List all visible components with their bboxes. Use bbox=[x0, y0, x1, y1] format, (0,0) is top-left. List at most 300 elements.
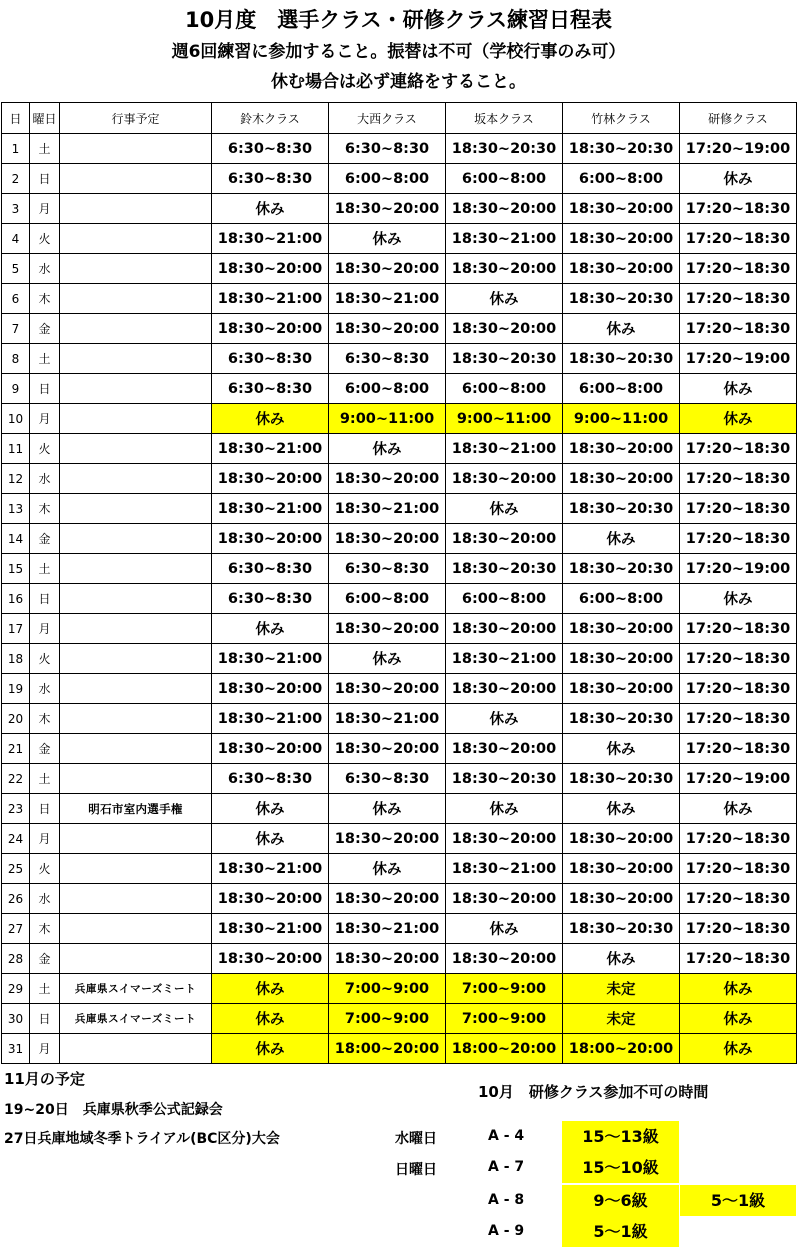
time-cell-onishi: 18:30~20:00 bbox=[329, 674, 446, 704]
time-cell-sakamoto: 18:30~21:00 bbox=[446, 224, 563, 254]
time-cell-onishi: 18:30~20:00 bbox=[329, 614, 446, 644]
time-cell-sakamoto: 18:30~20:00 bbox=[446, 944, 563, 974]
table-row bbox=[2, 1034, 797, 1064]
time-cell-sakamoto: 6:00~8:00 bbox=[446, 164, 563, 194]
restriction-a8-grade-2: 5～1級 bbox=[680, 1185, 796, 1216]
weekday-cell: 土 bbox=[30, 554, 60, 584]
time-cell-kenshu: 17:20~18:30 bbox=[680, 884, 797, 914]
day-cell: 13 bbox=[2, 494, 30, 524]
time-cell-kenshu: 17:20~18:30 bbox=[680, 734, 797, 764]
time-cell-takebayashi: 18:00~20:00 bbox=[563, 1034, 680, 1064]
event-cell: 兵庫県スイマーズミート bbox=[60, 1004, 212, 1034]
event-cell bbox=[60, 1034, 212, 1064]
time-cell-sakamoto: 6:00~8:00 bbox=[446, 584, 563, 614]
time-cell-takebayashi: 18:30~20:30 bbox=[563, 554, 680, 584]
event-cell bbox=[60, 284, 212, 314]
time-cell-suzuki: 6:30~8:30 bbox=[212, 134, 329, 164]
time-cell-onishi: 18:30~20:00 bbox=[329, 194, 446, 224]
time-cell-suzuki: 18:30~20:00 bbox=[212, 314, 329, 344]
rule-line-2: 休む場合は必ず連絡をすること。 bbox=[271, 72, 526, 92]
time-cell-kenshu: 17:20~19:00 bbox=[680, 554, 797, 584]
table-row bbox=[2, 1004, 797, 1034]
time-cell-kenshu: 17:20~18:30 bbox=[680, 254, 797, 284]
time-cell-kenshu: 休み bbox=[680, 584, 797, 614]
time-cell-suzuki: 18:30~21:00 bbox=[212, 434, 329, 464]
time-cell-onishi: 18:30~20:00 bbox=[329, 254, 446, 284]
time-cell-sakamoto: 18:30~20:00 bbox=[446, 824, 563, 854]
time-cell-takebayashi: 18:30~20:00 bbox=[563, 674, 680, 704]
time-cell-onishi: 7:00~9:00 bbox=[329, 1004, 446, 1034]
event-cell bbox=[60, 224, 212, 254]
time-cell-takebayashi: 18:30~20:30 bbox=[563, 764, 680, 794]
day-cell: 9 bbox=[2, 374, 30, 404]
time-cell-suzuki: 18:30~20:00 bbox=[212, 464, 329, 494]
day-cell: 6 bbox=[2, 284, 30, 314]
time-cell-onishi: 6:00~8:00 bbox=[329, 164, 446, 194]
time-cell-kenshu: 17:20~18:30 bbox=[680, 314, 797, 344]
event-cell bbox=[60, 194, 212, 224]
table-row bbox=[2, 524, 797, 554]
day-cell: 23 bbox=[2, 794, 30, 824]
time-cell-takebayashi: 18:30~20:00 bbox=[563, 644, 680, 674]
col-header-kenshu: 研修クラス bbox=[680, 103, 797, 134]
rule-line-1: 週6回練習に参加すること。振替は不可（学校行事のみ可） bbox=[171, 42, 626, 62]
event-cell: 明石市室内選手権 bbox=[60, 794, 212, 824]
time-cell-onishi: 休み bbox=[329, 794, 446, 824]
time-cell-onishi: 18:30~20:00 bbox=[329, 464, 446, 494]
schedule-body bbox=[2, 103, 797, 1064]
event-cell bbox=[60, 644, 212, 674]
time-cell-suzuki: 休み bbox=[212, 614, 329, 644]
weekday-cell: 火 bbox=[30, 434, 60, 464]
weekday-cell: 日 bbox=[30, 164, 60, 194]
time-cell-kenshu: 17:20~18:30 bbox=[680, 614, 797, 644]
weekday-cell: 木 bbox=[30, 494, 60, 524]
time-cell-kenshu: 17:20~18:30 bbox=[680, 284, 797, 314]
day-cell: 5 bbox=[2, 254, 30, 284]
page-header bbox=[0, 0, 797, 100]
time-cell-takebayashi: 18:30~20:00 bbox=[563, 854, 680, 884]
time-cell-onishi: 18:30~20:00 bbox=[329, 524, 446, 554]
time-cell-suzuki: 休み bbox=[212, 194, 329, 224]
time-cell-sakamoto: 18:30~20:00 bbox=[446, 524, 563, 554]
time-cell-kenshu: 17:20~18:30 bbox=[680, 194, 797, 224]
time-cell-kenshu: 休み bbox=[680, 794, 797, 824]
event-cell bbox=[60, 584, 212, 614]
time-cell-takebayashi: 18:30~20:00 bbox=[563, 194, 680, 224]
time-cell-onishi: 18:30~20:00 bbox=[329, 824, 446, 854]
table-row bbox=[2, 464, 797, 494]
day-cell: 25 bbox=[2, 854, 30, 884]
table-row bbox=[2, 554, 797, 584]
time-cell-suzuki: 6:30~8:30 bbox=[212, 554, 329, 584]
time-cell-onishi: 18:30~20:00 bbox=[329, 944, 446, 974]
event-cell bbox=[60, 914, 212, 944]
time-cell-takebayashi: 9:00~11:00 bbox=[563, 404, 680, 434]
time-cell-onishi: 18:30~21:00 bbox=[329, 284, 446, 314]
time-cell-kenshu: 17:20~18:30 bbox=[680, 224, 797, 254]
time-cell-suzuki: 休み bbox=[212, 1034, 329, 1064]
event-cell bbox=[60, 464, 212, 494]
time-cell-kenshu: 17:20~18:30 bbox=[680, 434, 797, 464]
table-row bbox=[2, 974, 797, 1004]
time-cell-takebayashi: 18:30~20:00 bbox=[563, 884, 680, 914]
time-cell-suzuki: 18:30~20:00 bbox=[212, 524, 329, 554]
time-cell-suzuki: 18:30~21:00 bbox=[212, 854, 329, 884]
time-cell-sakamoto: 休み bbox=[446, 794, 563, 824]
time-cell-onishi: 18:30~21:00 bbox=[329, 704, 446, 734]
day-cell: 20 bbox=[2, 704, 30, 734]
time-cell-onishi: 休み bbox=[329, 644, 446, 674]
table-row bbox=[2, 824, 797, 854]
time-cell-suzuki: 18:30~21:00 bbox=[212, 284, 329, 314]
event-cell bbox=[60, 704, 212, 734]
table-row bbox=[2, 674, 797, 704]
november-heading: 11月の予定 bbox=[4, 1070, 85, 1088]
event-cell bbox=[60, 314, 212, 344]
time-cell-takebayashi: 18:30~20:00 bbox=[563, 254, 680, 284]
restriction-a8-grade: 9～6級 bbox=[562, 1185, 679, 1216]
time-cell-takebayashi: 休み bbox=[563, 314, 680, 344]
day-cell: 18 bbox=[2, 644, 30, 674]
day-cell: 11 bbox=[2, 434, 30, 464]
weekday-cell: 土 bbox=[30, 974, 60, 1004]
day-cell: 30 bbox=[2, 1004, 30, 1034]
table-row bbox=[2, 224, 797, 254]
time-cell-sakamoto: 18:30~20:00 bbox=[446, 614, 563, 644]
day-cell: 14 bbox=[2, 524, 30, 554]
table-row bbox=[2, 794, 797, 824]
restriction-group-a7: A - 7 bbox=[488, 1159, 525, 1175]
time-cell-takebayashi: 18:30~20:30 bbox=[563, 134, 680, 164]
time-cell-onishi: 6:30~8:30 bbox=[329, 764, 446, 794]
time-cell-kenshu: 17:20~18:30 bbox=[680, 854, 797, 884]
col-header-takebayashi: 竹林クラス bbox=[563, 103, 680, 134]
time-cell-sakamoto: 18:30~20:00 bbox=[446, 194, 563, 224]
table-row bbox=[2, 404, 797, 434]
time-cell-suzuki: 18:30~21:00 bbox=[212, 704, 329, 734]
time-cell-onishi: 18:30~20:00 bbox=[329, 884, 446, 914]
day-cell: 26 bbox=[2, 884, 30, 914]
time-cell-takebayashi: 未定 bbox=[563, 974, 680, 1004]
time-cell-sakamoto: 18:30~21:00 bbox=[446, 854, 563, 884]
weekday-cell: 水 bbox=[30, 254, 60, 284]
weekday-cell: 火 bbox=[30, 644, 60, 674]
time-cell-takebayashi: 休み bbox=[563, 794, 680, 824]
time-cell-suzuki: 休み bbox=[212, 974, 329, 1004]
time-cell-suzuki: 18:30~20:00 bbox=[212, 734, 329, 764]
time-cell-takebayashi: 18:30~20:00 bbox=[563, 224, 680, 254]
day-cell: 1 bbox=[2, 134, 30, 164]
time-cell-takebayashi: 18:30~20:00 bbox=[563, 464, 680, 494]
time-cell-takebayashi: 6:00~8:00 bbox=[563, 584, 680, 614]
weekday-cell: 月 bbox=[30, 194, 60, 224]
day-cell: 31 bbox=[2, 1034, 30, 1064]
time-cell-suzuki: 6:30~8:30 bbox=[212, 584, 329, 614]
weekday-cell: 土 bbox=[30, 134, 60, 164]
time-cell-sakamoto: 7:00~9:00 bbox=[446, 1004, 563, 1034]
weekday-cell: 月 bbox=[30, 824, 60, 854]
time-cell-suzuki: 休み bbox=[212, 794, 329, 824]
time-cell-takebayashi: 18:30~20:00 bbox=[563, 614, 680, 644]
event-cell bbox=[60, 674, 212, 704]
day-cell: 24 bbox=[2, 824, 30, 854]
restriction-group-a4: A - 4 bbox=[488, 1128, 525, 1144]
time-cell-sakamoto: 9:00~11:00 bbox=[446, 404, 563, 434]
time-cell-sakamoto: 18:30~20:30 bbox=[446, 554, 563, 584]
time-cell-kenshu: 休み bbox=[680, 1034, 797, 1064]
time-cell-kenshu: 17:20~18:30 bbox=[680, 674, 797, 704]
event-cell bbox=[60, 494, 212, 524]
time-cell-sakamoto: 18:30~20:30 bbox=[446, 344, 563, 374]
event-cell bbox=[60, 254, 212, 284]
weekday-cell: 水 bbox=[30, 884, 60, 914]
weekday-cell: 金 bbox=[30, 734, 60, 764]
time-cell-takebayashi: 6:00~8:00 bbox=[563, 164, 680, 194]
table-header-row bbox=[2, 103, 797, 134]
day-cell: 16 bbox=[2, 584, 30, 614]
time-cell-kenshu: 17:20~19:00 bbox=[680, 344, 797, 374]
time-cell-sakamoto: 休み bbox=[446, 704, 563, 734]
time-cell-kenshu: 休み bbox=[680, 374, 797, 404]
event-cell bbox=[60, 734, 212, 764]
weekday-cell: 月 bbox=[30, 1034, 60, 1064]
time-cell-onishi: 6:00~8:00 bbox=[329, 584, 446, 614]
time-cell-takebayashi: 休み bbox=[563, 734, 680, 764]
time-cell-takebayashi: 休み bbox=[563, 944, 680, 974]
weekday-cell: 金 bbox=[30, 944, 60, 974]
time-cell-kenshu: 休み bbox=[680, 974, 797, 1004]
time-cell-sakamoto: 18:30~20:00 bbox=[446, 314, 563, 344]
col-header-onishi: 大西クラス bbox=[329, 103, 446, 134]
time-cell-kenshu: 17:20~18:30 bbox=[680, 704, 797, 734]
time-cell-onishi: 6:30~8:30 bbox=[329, 554, 446, 584]
day-cell: 2 bbox=[2, 164, 30, 194]
time-cell-sakamoto: 18:30~20:00 bbox=[446, 464, 563, 494]
time-cell-kenshu: 17:20~18:30 bbox=[680, 914, 797, 944]
time-cell-takebayashi: 18:30~20:30 bbox=[563, 704, 680, 734]
time-cell-sakamoto: 7:00~9:00 bbox=[446, 974, 563, 1004]
day-cell: 21 bbox=[2, 734, 30, 764]
time-cell-suzuki: 18:30~21:00 bbox=[212, 224, 329, 254]
weekday-cell: 火 bbox=[30, 854, 60, 884]
weekday-cell: 日 bbox=[30, 794, 60, 824]
table-row bbox=[2, 164, 797, 194]
time-cell-sakamoto: 6:00~8:00 bbox=[446, 374, 563, 404]
time-cell-suzuki: 6:30~8:30 bbox=[212, 374, 329, 404]
restriction-a9-grade: 5～1級 bbox=[562, 1216, 679, 1247]
restriction-sunday-label: 日曜日 bbox=[395, 1162, 437, 1178]
time-cell-suzuki: 18:30~21:00 bbox=[212, 644, 329, 674]
restriction-group-a9: A - 9 bbox=[488, 1223, 525, 1239]
time-cell-onishi: 18:00~20:00 bbox=[329, 1034, 446, 1064]
november-item-1: 19~20日 兵庫県秋季公式記録会 bbox=[4, 1102, 223, 1118]
time-cell-suzuki: 6:30~8:30 bbox=[212, 164, 329, 194]
table-row bbox=[2, 944, 797, 974]
time-cell-takebayashi: 18:30~20:30 bbox=[563, 344, 680, 374]
event-cell bbox=[60, 944, 212, 974]
time-cell-sakamoto: 18:30~21:00 bbox=[446, 434, 563, 464]
time-cell-onishi: 18:30~20:00 bbox=[329, 314, 446, 344]
day-cell: 4 bbox=[2, 224, 30, 254]
time-cell-sakamoto: 18:30~20:00 bbox=[446, 254, 563, 284]
day-cell: 10 bbox=[2, 404, 30, 434]
time-cell-onishi: 休み bbox=[329, 854, 446, 884]
time-cell-onishi: 休み bbox=[329, 224, 446, 254]
time-cell-suzuki: 6:30~8:30 bbox=[212, 344, 329, 374]
time-cell-onishi: 18:30~20:00 bbox=[329, 734, 446, 764]
table-row bbox=[2, 644, 797, 674]
table-row bbox=[2, 314, 797, 344]
day-cell: 7 bbox=[2, 314, 30, 344]
day-cell: 27 bbox=[2, 914, 30, 944]
time-cell-suzuki: 6:30~8:30 bbox=[212, 764, 329, 794]
event-cell bbox=[60, 764, 212, 794]
november-item-2: 27日兵庫地域冬季トライアル(BC区分)大会 bbox=[4, 1131, 280, 1147]
time-cell-onishi: 休み bbox=[329, 434, 446, 464]
weekday-cell: 金 bbox=[30, 524, 60, 554]
time-cell-onishi: 6:00~8:00 bbox=[329, 374, 446, 404]
table-row bbox=[2, 734, 797, 764]
day-cell: 12 bbox=[2, 464, 30, 494]
time-cell-kenshu: 17:20~18:30 bbox=[680, 494, 797, 524]
time-cell-takebayashi: 18:30~20:30 bbox=[563, 914, 680, 944]
restriction-group-a8: A - 8 bbox=[488, 1192, 525, 1208]
time-cell-kenshu: 17:20~18:30 bbox=[680, 944, 797, 974]
time-cell-sakamoto: 休み bbox=[446, 284, 563, 314]
time-cell-takebayashi: 6:00~8:00 bbox=[563, 374, 680, 404]
table-row bbox=[2, 764, 797, 794]
col-header-event: 行事予定 bbox=[60, 103, 212, 134]
time-cell-suzuki: 18:30~20:00 bbox=[212, 254, 329, 284]
time-cell-takebayashi: 18:30~20:30 bbox=[563, 494, 680, 524]
time-cell-onishi: 9:00~11:00 bbox=[329, 404, 446, 434]
restriction-a4-grade: 15～13級 bbox=[562, 1121, 679, 1152]
event-cell bbox=[60, 374, 212, 404]
time-cell-kenshu: 休み bbox=[680, 1004, 797, 1034]
day-cell: 29 bbox=[2, 974, 30, 1004]
time-cell-suzuki: 休み bbox=[212, 824, 329, 854]
time-cell-kenshu: 17:20~19:00 bbox=[680, 134, 797, 164]
weekday-cell: 金 bbox=[30, 314, 60, 344]
day-cell: 22 bbox=[2, 764, 30, 794]
col-header-suzuki: 鈴木クラス bbox=[212, 103, 329, 134]
col-header-weekday: 曜日 bbox=[30, 103, 60, 134]
event-cell bbox=[60, 554, 212, 584]
time-cell-takebayashi: 18:30~20:30 bbox=[563, 284, 680, 314]
table-row bbox=[2, 704, 797, 734]
day-cell: 19 bbox=[2, 674, 30, 704]
table-row bbox=[2, 134, 797, 164]
time-cell-sakamoto: 18:30~20:00 bbox=[446, 674, 563, 704]
table-row bbox=[2, 194, 797, 224]
time-cell-sakamoto: 休み bbox=[446, 494, 563, 524]
time-cell-suzuki: 休み bbox=[212, 404, 329, 434]
table-row bbox=[2, 344, 797, 374]
weekday-cell: 木 bbox=[30, 284, 60, 314]
table-row bbox=[2, 284, 797, 314]
table-row bbox=[2, 914, 797, 944]
weekday-cell: 土 bbox=[30, 344, 60, 374]
time-cell-suzuki: 18:30~20:00 bbox=[212, 674, 329, 704]
time-cell-onishi: 6:30~8:30 bbox=[329, 134, 446, 164]
day-cell: 3 bbox=[2, 194, 30, 224]
table-row bbox=[2, 254, 797, 284]
day-cell: 15 bbox=[2, 554, 30, 584]
weekday-cell: 日 bbox=[30, 1004, 60, 1034]
col-header-sakamoto: 坂本クラス bbox=[446, 103, 563, 134]
time-cell-takebayashi: 18:30~20:00 bbox=[563, 824, 680, 854]
weekday-cell: 日 bbox=[30, 584, 60, 614]
time-cell-suzuki: 18:30~21:00 bbox=[212, 494, 329, 524]
table-row bbox=[2, 614, 797, 644]
weekday-cell: 土 bbox=[30, 764, 60, 794]
event-cell bbox=[60, 824, 212, 854]
time-cell-sakamoto: 18:30~20:00 bbox=[446, 884, 563, 914]
event-cell bbox=[60, 164, 212, 194]
time-cell-kenshu: 休み bbox=[680, 164, 797, 194]
page-title: 10月度 選手クラス・研修クラス練習日程表 bbox=[185, 8, 612, 32]
table-row bbox=[2, 374, 797, 404]
weekday-cell: 火 bbox=[30, 224, 60, 254]
table-row bbox=[2, 434, 797, 464]
time-cell-sakamoto: 18:30~20:30 bbox=[446, 134, 563, 164]
event-cell bbox=[60, 884, 212, 914]
time-cell-kenshu: 17:20~18:30 bbox=[680, 464, 797, 494]
weekday-cell: 水 bbox=[30, 464, 60, 494]
table-row bbox=[2, 854, 797, 884]
weekday-cell: 月 bbox=[30, 614, 60, 644]
weekday-cell: 木 bbox=[30, 914, 60, 944]
time-cell-sakamoto: 18:30~20:00 bbox=[446, 734, 563, 764]
time-cell-onishi: 18:30~21:00 bbox=[329, 914, 446, 944]
event-cell bbox=[60, 854, 212, 884]
time-cell-kenshu: 17:20~18:30 bbox=[680, 824, 797, 854]
time-cell-sakamoto: 18:30~20:30 bbox=[446, 764, 563, 794]
weekday-cell: 日 bbox=[30, 374, 60, 404]
event-cell bbox=[60, 134, 212, 164]
event-cell bbox=[60, 344, 212, 374]
time-cell-onishi: 7:00~9:00 bbox=[329, 974, 446, 1004]
event-cell: 兵庫県スイマーズミート bbox=[60, 974, 212, 1004]
time-cell-suzuki: 休み bbox=[212, 1004, 329, 1034]
event-cell bbox=[60, 524, 212, 554]
time-cell-sakamoto: 18:00~20:00 bbox=[446, 1034, 563, 1064]
time-cell-suzuki: 18:30~20:00 bbox=[212, 944, 329, 974]
restriction-wednesday-label: 水曜日 bbox=[395, 1131, 437, 1147]
restriction-heading: 10月 研修クラス参加不可の時間 bbox=[478, 1083, 709, 1101]
time-cell-takebayashi: 18:30~20:00 bbox=[563, 434, 680, 464]
time-cell-onishi: 6:30~8:30 bbox=[329, 344, 446, 374]
time-cell-kenshu: 17:20~19:00 bbox=[680, 764, 797, 794]
event-cell bbox=[60, 614, 212, 644]
table-row bbox=[2, 494, 797, 524]
time-cell-kenshu: 17:20~18:30 bbox=[680, 524, 797, 554]
time-cell-onishi: 18:30~21:00 bbox=[329, 494, 446, 524]
schedule-table bbox=[1, 102, 797, 1064]
weekday-cell: 月 bbox=[30, 404, 60, 434]
time-cell-kenshu: 休み bbox=[680, 404, 797, 434]
time-cell-suzuki: 18:30~20:00 bbox=[212, 884, 329, 914]
time-cell-suzuki: 18:30~21:00 bbox=[212, 914, 329, 944]
table-row bbox=[2, 584, 797, 614]
time-cell-sakamoto: 18:30~21:00 bbox=[446, 644, 563, 674]
day-cell: 28 bbox=[2, 944, 30, 974]
weekday-cell: 木 bbox=[30, 704, 60, 734]
restriction-a7-grade: 15～10級 bbox=[562, 1152, 679, 1183]
day-cell: 8 bbox=[2, 344, 30, 374]
weekday-cell: 水 bbox=[30, 674, 60, 704]
